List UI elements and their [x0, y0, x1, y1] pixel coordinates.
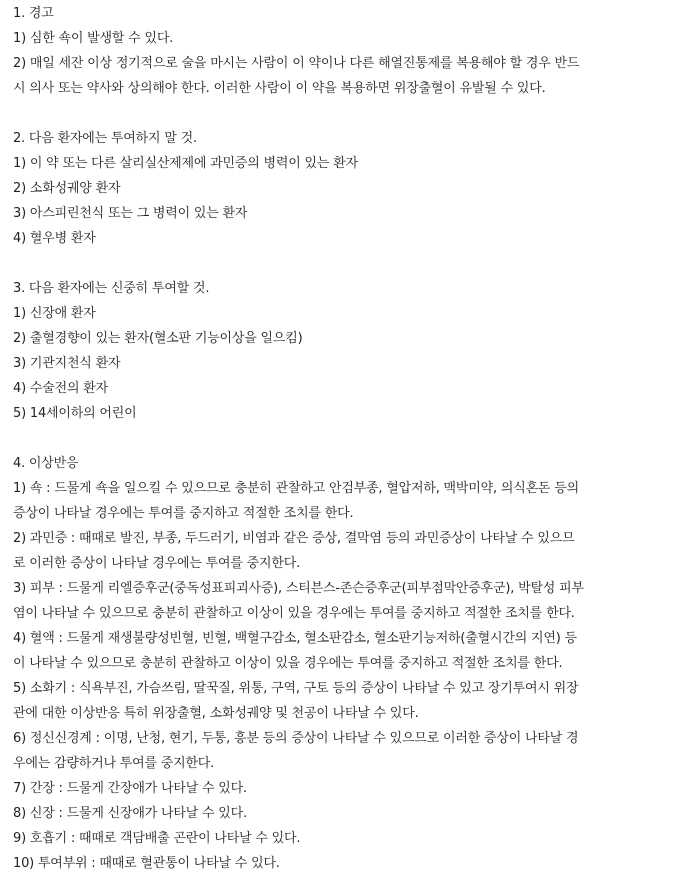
text-line: 로 이러한 증상이 나타날 경우에는 투여를 중지한다. [13, 556, 301, 571]
text-line: 3) 기관지천식 환자 [13, 356, 121, 371]
text-line: 6) 정신신경계 : 이명, 난청, 현기, 두통, 흥분 등의 증상이 나타날 수 있으므로 이러한 증상이 나타날 경 [13, 731, 579, 746]
text-line: 1) 이 약 또는 다른 살리실산제제에 과민증의 병력이 있는 환자 [13, 156, 358, 171]
text-line: 10) 투여부위 : 때때로 혈관통이 나타날 수 있다. [13, 856, 280, 871]
section-heading-warning: 1. 경고 [13, 6, 54, 21]
text-line: 1) 쇽 : 드물게 쇽을 일으킬 수 있으므로 충분히 관찰하고 안검부종, 혈압저하, 맥박미약, 의식혼돈 등의 [13, 481, 579, 496]
text-line: 5) 소화기 : 식욕부진, 가슴쓰림, 딸꾹질, 위통, 구역, 구토 등의 증상이 나타날 수 있고 장기투여시 위장 [13, 681, 579, 696]
section-heading-cautions: 3. 다음 환자에는 신중히 투여할 것. [13, 281, 210, 296]
text-line: 4) 혈액 : 드물게 재생불량성빈혈, 빈혈, 백혈구감소, 혈소판감소, 혈소판기능저하(출혈시간의 지연) 등 [13, 631, 577, 646]
text-line: 1) 심한 쇽이 발생할 수 있다. [13, 31, 174, 46]
text-line: 이 나타날 수 있으므로 충분히 관찰하고 이상이 있을 경우에는 투여를 중지하고 적절한 조치를 한다. [13, 656, 563, 671]
text-line: 3) 피부 : 드물게 리엘증후군(중독성표피괴사증), 스티븐스-존슨증후군(피부점막안증후군), 박탈성 피부 [13, 581, 584, 596]
text-line: 8) 신장 : 드물게 신장애가 나타날 수 있다. [13, 806, 247, 821]
text-line: 2) 출혈경향이 있는 환자(혈소판 기능이상을 일으킴) [13, 331, 303, 346]
text-line: 9) 호흡기 : 때때로 객담배출 곤란이 나타날 수 있다. [13, 831, 301, 846]
text-line: 우에는 감량하거나 투여를 중지한다. [13, 756, 215, 771]
text-line: 4) 수술전의 환자 [13, 381, 108, 396]
text-line: 2) 과민증 : 때때로 발진, 부종, 두드러기, 비염과 같은 증상, 결막염 등의 과민증상이 나타날 수 있으므 [13, 531, 575, 546]
text-line: 1) 신장애 환자 [13, 306, 96, 321]
section-heading-adverse-reactions: 4. 이상반응 [13, 456, 79, 471]
text-line: 증상이 나타날 경우에는 투여를 중지하고 적절한 조치를 한다. [13, 506, 354, 521]
section-heading-contraindications: 2. 다음 환자에는 투여하지 말 것. [13, 131, 197, 146]
text-line: 시 의사 또는 약사와 상의해야 한다. 이러한 사람이 이 약을 복용하면 위장출혈이 유발될 수 있다. [13, 81, 546, 96]
text-line: 관에 대한 이상반응 특히 위장출혈, 소화성궤양 및 천공이 나타날 수 있다. [13, 706, 419, 721]
text-line: 2) 매일 세잔 이상 정기적으로 술을 마시는 사람이 이 약이나 다른 해열진통제를 복용해야 할 경우 반드 [13, 56, 580, 71]
text-line: 3) 아스피린천식 또는 그 병력이 있는 환자 [13, 206, 248, 221]
text-line: 4) 혈우병 환자 [13, 231, 96, 246]
text-line: 2) 소화성궤양 환자 [13, 181, 121, 196]
text-line: 염이 나타날 수 있으므로 충분히 관찰하고 이상이 있을 경우에는 투여를 중지하고 적절한 조치를 한다. [13, 606, 575, 621]
text-line: 5) 14세이하의 어린이 [13, 406, 137, 421]
text-line: 7) 간장 : 드물게 간장애가 나타날 수 있다. [13, 781, 247, 796]
